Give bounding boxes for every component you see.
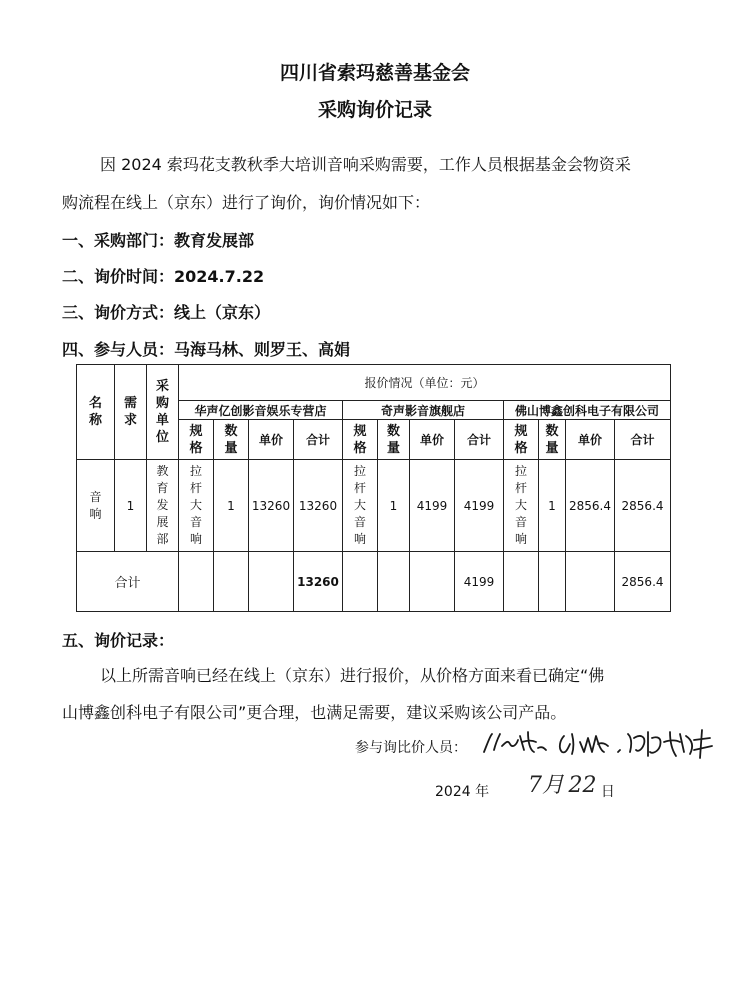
sub-total-3: 合计 [615, 420, 671, 460]
header-demand: 需求 [115, 365, 147, 460]
handwritten-signatures [480, 722, 720, 760]
sub-total-2: 合计 [455, 420, 504, 460]
cell-qty-1: 1 [214, 460, 249, 552]
supplier-2: 奇声影音旗舰店 [343, 401, 504, 420]
sub-price-2: 单价 [410, 420, 455, 460]
record-line-2: 山博鑫创科电子有限公司”更合理，也满足需要，建议采购该公司产品。 [62, 703, 567, 722]
totals-supplier-1: 13260 [294, 552, 343, 612]
sub-qty-2: 数量 [378, 420, 410, 460]
cell-price-1: 13260 [249, 460, 294, 552]
cell-qty-3: 1 [539, 460, 566, 552]
date-day: 22 [568, 773, 597, 798]
sub-total-1: 合计 [294, 420, 343, 460]
section-method: 三、询价方式：线上（京东） [62, 303, 271, 322]
cell-total-1: 13260 [294, 460, 343, 552]
totals-label: 合计 [77, 552, 179, 612]
cell-total-3: 2856.4 [615, 460, 671, 552]
table-row [77, 460, 671, 552]
org-title: 四川省索玛慈善基金会 [279, 62, 470, 84]
quote-table [76, 364, 671, 612]
sub-price-1: 单价 [249, 420, 294, 460]
cell-price-3: 2856.4 [566, 460, 615, 552]
sub-qty-1: 数量 [214, 420, 249, 460]
sub-spec-2: 规格 [343, 420, 378, 460]
intro-line-1: 因 2024 索玛花支教秋季大培训音响采购需要，工作人员根据基金会物资采 [100, 155, 631, 174]
sub-spec-1: 规格 [179, 420, 214, 460]
date-suffix: 日 [600, 784, 615, 800]
signature-label: 参与询比价人员： [355, 740, 467, 756]
section-time: 二、询价时间：2024.7.22 [62, 267, 265, 286]
totals-supplier-2: 4199 [455, 552, 504, 612]
cell-qty-2: 1 [378, 460, 410, 552]
signature-date [435, 772, 615, 803]
cell-spec-1: 拉杆大音响 [179, 460, 214, 552]
document-title: 采购询价记录 [317, 99, 432, 121]
intro-line-2: 购流程在线上（京东）进行了询价，询价情况如下： [62, 193, 431, 212]
date-year: 2024 年 [435, 784, 490, 800]
supplier-1: 华声亿创影音娱乐专营店 [179, 401, 343, 420]
header-name: 名称 [77, 365, 115, 460]
totals-row [77, 552, 671, 612]
cell-spec-3: 拉杆大音响 [504, 460, 539, 552]
record-line-1: 以上所需音响已经在线上（京东）进行报价，从价格方面来看已确定“佛 [100, 666, 605, 685]
cell-total-2: 4199 [455, 460, 504, 552]
quote-title: 报价情况（单位：元） [179, 365, 671, 401]
section-dept: 一、采购部门：教育发展部 [62, 231, 255, 250]
header-unit: 采购单位 [147, 365, 179, 460]
date-month: 7月 [528, 773, 564, 798]
cell-spec-2: 拉杆大音响 [343, 460, 378, 552]
supplier-3: 佛山博鑫创科电子有限公司 [504, 401, 671, 420]
cell-demand: 1 [115, 460, 147, 552]
totals-supplier-3: 2856.4 [615, 552, 671, 612]
cell-price-2: 4199 [410, 460, 455, 552]
sub-spec-3: 规格 [504, 420, 539, 460]
cell-unit: 教育发展部 [147, 460, 179, 552]
sub-price-3: 单价 [566, 420, 615, 460]
sub-qty-3: 数量 [539, 420, 566, 460]
cell-name: 音响 [77, 460, 115, 552]
section-record: 五、询价记录： [62, 631, 175, 650]
section-people: 四、参与人员：马海马林、则罗王、高娟 [62, 340, 351, 359]
